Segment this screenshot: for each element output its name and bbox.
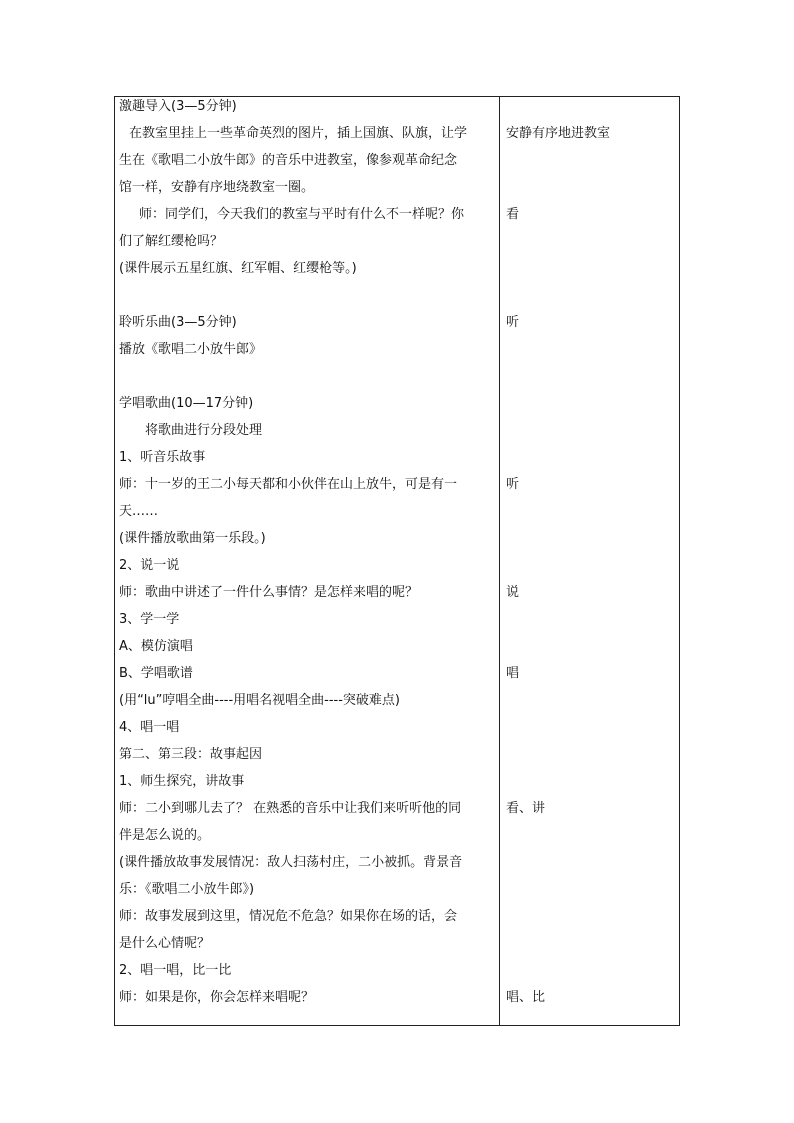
text-line: A、模仿演唱	[119, 639, 193, 654]
text-line: 4、唱一唱	[119, 720, 180, 735]
activity-cell: 看、讲	[506, 801, 546, 816]
activity-cell: 安静有序地进教室	[506, 126, 611, 141]
text-line: 师：如果是你，你会怎样来唱呢？	[119, 990, 315, 1005]
text-line: (课件播放歌曲第一乐段。)	[119, 531, 266, 546]
text-line: 2、说一说	[119, 558, 180, 573]
text-line: 师：歌曲中讲述了一件什么事情？是怎样来唱的呢？	[119, 585, 419, 600]
activity-cell: 听	[506, 477, 520, 492]
text-line: 天……	[119, 504, 159, 519]
text-line: 1、师生探究，讲故事	[119, 774, 245, 789]
text-line: 乐：《歌唱二小放牛郎》)	[119, 882, 255, 897]
text-line: 们了解红缨枪吗？	[119, 234, 224, 249]
text-line: (课件播放故事发展情况：敌人扫荡村庄，二小被抓。背景音	[119, 855, 463, 870]
text-line: 师：同学们，今天我们的教室与平时有什么不一样呢？你	[139, 207, 465, 222]
section-heading-learn: 学唱歌曲(10—17分钟)	[119, 396, 254, 411]
text-line: 第二、第三段：故事起因	[119, 747, 263, 762]
activity-cell: 听	[506, 315, 520, 330]
text-line: 师：二小到哪儿去了？ 在熟悉的音乐中让我们来听听他的同	[119, 801, 462, 816]
activity-cell: 说	[506, 585, 520, 600]
activity-cell: 唱	[506, 666, 520, 681]
activity-cell: 唱、比	[506, 990, 546, 1005]
text-line: 播放《歌唱二小放牛郎》	[119, 342, 263, 357]
text-line: 3、学一学	[119, 612, 180, 627]
text-line: 2、唱一唱，比一比	[119, 963, 232, 978]
text-line: B、学唱歌谱	[119, 666, 193, 681]
text-line: 师：十一岁的王二小每天都和小伙伴在山上放牛，可是有一	[119, 477, 458, 492]
text-line: 生在《歌唱二小放牛郎》的音乐中进教室，像参观革命纪念	[119, 153, 458, 168]
text-line: 在教室里挂上一些革命英烈的图片，插上国旗、队旗，让学	[129, 126, 468, 141]
text-line: 伴是怎么说的。	[119, 828, 211, 843]
column-divider	[499, 97, 500, 1025]
text-line: 1、听音乐故事	[119, 450, 206, 465]
section-heading-listen: 聆听乐曲(3—5分钟)	[119, 315, 237, 330]
text-line: (用“lu”哼唱全曲----用唱名视唱全曲----突破难点)	[119, 693, 400, 708]
text-line: 是什么心情呢？	[119, 936, 211, 951]
section-heading-intro: 激趣导入(3—5分钟)	[119, 99, 237, 114]
text-line: (课件展示五星红旗、红军帽、红缨枪等。)	[119, 261, 357, 276]
text-line: 馆一样，安静有序地绕教室一圈。	[119, 180, 315, 195]
activity-cell: 看	[506, 207, 520, 222]
text-line: 师：故事发展到这里，情况危不危急？如果你在场的话，会	[119, 909, 458, 924]
text-line: 将歌曲进行分段处理	[145, 423, 263, 438]
lesson-table	[114, 96, 680, 1026]
